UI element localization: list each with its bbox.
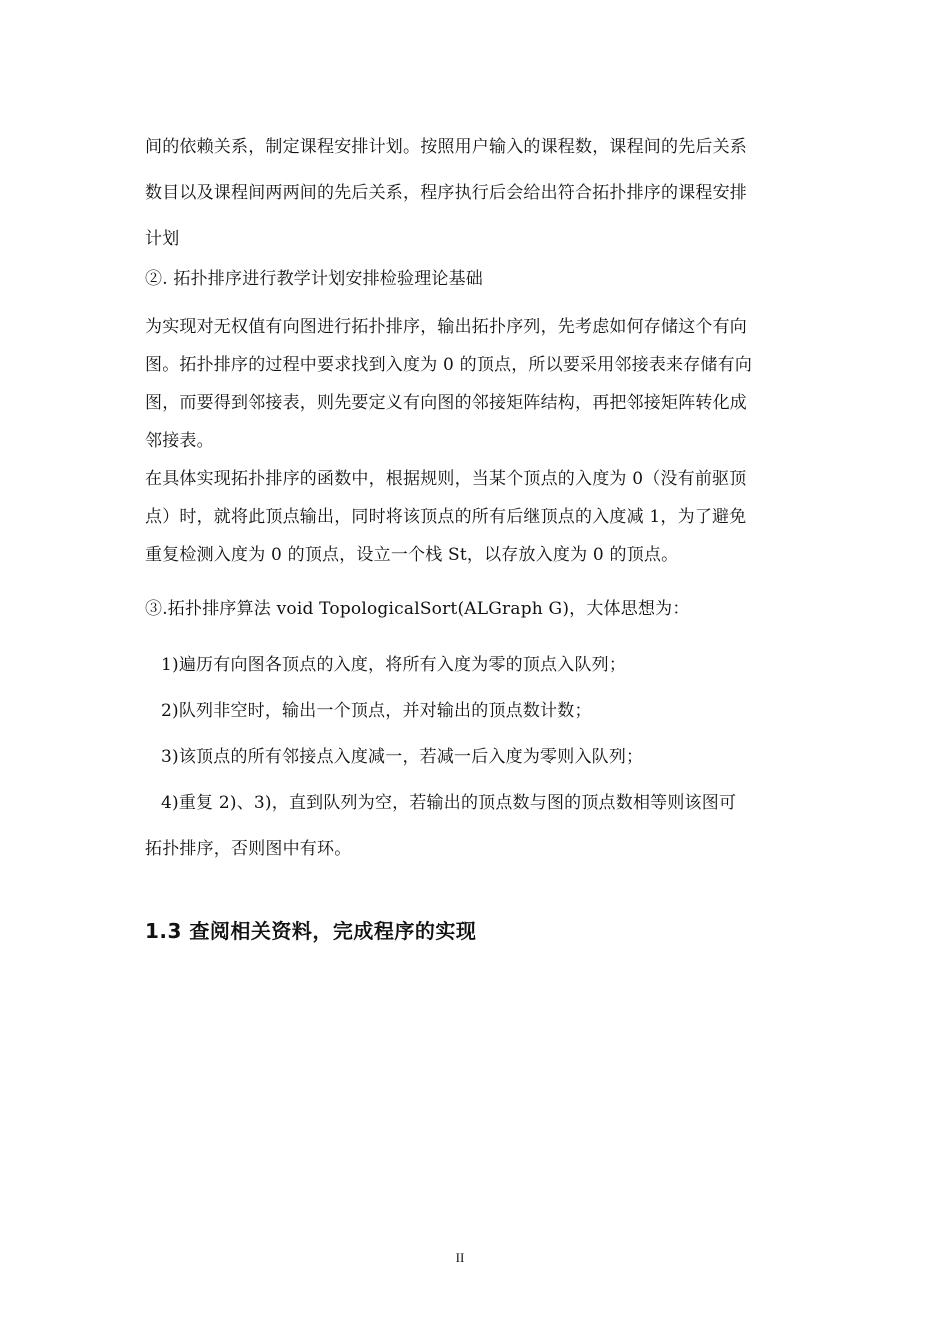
- paragraph-line: 间的依赖关系，制定课程安排计划。按照用户输入的课程数，课程间的先后关系: [145, 137, 747, 157]
- list-item-text: ③.拓扑排序算法 void TopologicalSort(ALGraph G)，大体思想为：: [145, 599, 690, 619]
- paragraph-line: 邻接表。: [145, 431, 214, 451]
- list-item-algorithm: [145, 596, 810, 622]
- step-item: 2)队列非空时，输出一个顶点，并对输出的顶点数计数；: [161, 701, 592, 721]
- step-item: 4)重复 2)、3)，直到队列为空，若输出的顶点数与图的顶点数相等则该图可: [161, 793, 737, 813]
- step-item: 1)遍历有向图各顶点的入度，将所有入度为零的顶点入队列；: [161, 655, 627, 675]
- list-item-text: ②. 拓扑排序进行教学计划安排检验理论基础: [145, 269, 484, 289]
- algorithm-steps: [145, 642, 810, 872]
- step-item-continuation: 拓扑排序，否则图中有环。: [145, 839, 352, 859]
- page-number: II: [455, 1250, 465, 1265]
- list-item-theory-basis: [145, 266, 810, 292]
- paragraph-stack-approach: [145, 460, 810, 574]
- paragraph-line: 为实现对无权值有向图进行拓扑排序，输出拓扑序列，先考虑如何存储这个有向: [145, 317, 747, 337]
- paragraph-line: 图，而要得到邻接表，则先要定义有向图的邻接矩阵结构，再把邻接矩阵转化成: [145, 393, 747, 413]
- paragraph-line: 计划: [145, 229, 180, 249]
- paragraph-line: 图。拓扑排序的过程中要求找到入度为 0 的顶点，所以要采用邻接表来存储有向: [145, 355, 753, 375]
- step-item: 3)该顶点的所有邻接点入度减一，若减一后入度为零则入队列；: [161, 747, 644, 767]
- paragraph-storage-approach: [145, 308, 810, 460]
- paragraph-line: 数目以及课程间两两间的先后关系，程序执行后会给出符合拓扑排序的课程安排: [145, 183, 747, 203]
- paragraph-line: 重复检测入度为 0 的顶点，设立一个栈 St，以存放入度为 0 的顶点。: [145, 545, 679, 565]
- section-heading: 1.3 查阅相关资料，完成程序的实现: [145, 919, 477, 943]
- paragraph-course-dependency: [145, 124, 810, 262]
- paragraph-line: 点）时，就将此顶点输出，同时将该顶点的所有后继顶点的入度减 1，为了避免: [145, 507, 747, 527]
- paragraph-line: 在具体实现拓扑排序的函数中，根据规则，当某个顶点的入度为 0（没有前驱顶: [145, 469, 747, 489]
